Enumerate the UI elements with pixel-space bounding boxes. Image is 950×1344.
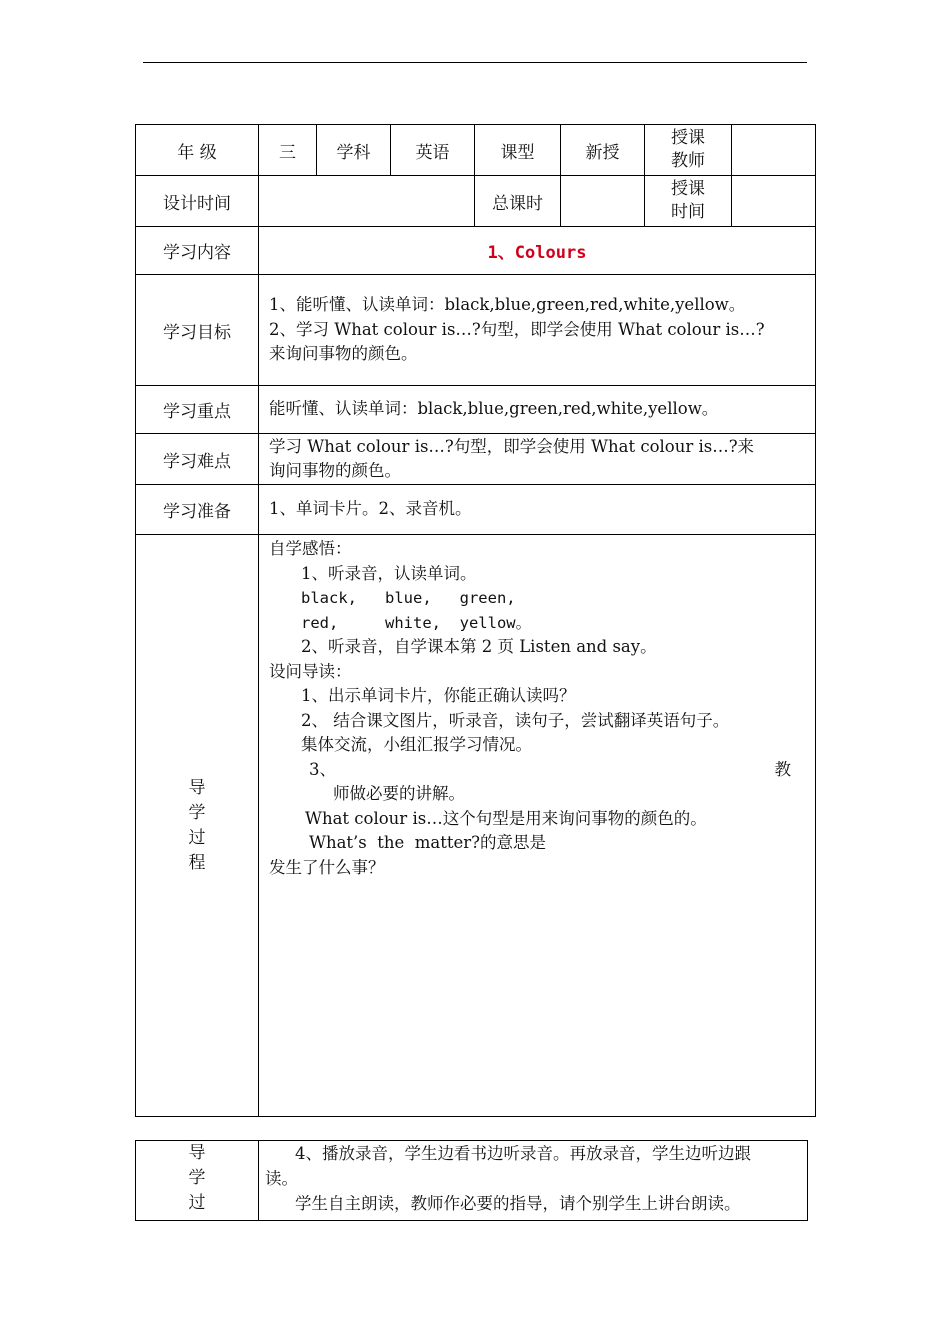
design-time-value <box>259 176 475 227</box>
self-study-words: red, white, yellow。 <box>301 613 532 632</box>
process-row <box>136 535 816 1117</box>
teacher-explain-word: 教 <box>774 759 791 779</box>
teacher-value <box>732 125 816 176</box>
header-row-2 <box>136 176 816 227</box>
preparation-label: 学习准备 <box>136 485 259 535</box>
class-time-label-line-1: 授课 <box>671 179 705 199</box>
process-label-char: 过 <box>188 827 206 848</box>
subject-label: 学科 <box>317 125 391 176</box>
lesson-title: 1、Colours <box>259 227 816 275</box>
process-label <box>136 535 259 1117</box>
teacher-explain-line <box>269 758 809 783</box>
key-points-label: 学习重点 <box>136 386 259 434</box>
process-label-char: 学 <box>188 802 206 823</box>
self-study-words: black, blue, green, <box>301 589 516 607</box>
class-time-value <box>732 176 816 227</box>
explain-end: 发生了什么事？ <box>269 857 385 877</box>
grade-label: 年 级 <box>136 125 259 176</box>
guided-line: 1、出示单词卡片，你能正确认读吗？ <box>301 686 576 705</box>
lesson-plan-table <box>135 124 816 1117</box>
goals-text <box>259 275 816 386</box>
continuation-label-char: 导 <box>188 1143 206 1163</box>
goal-line: 来询问事物的颜色。 <box>269 344 418 364</box>
guided-line: 集体交流，小组汇报学习情况。 <box>301 735 532 754</box>
self-study-line: 2、听录音，自学课本第 2 页 Listen and say。 <box>301 637 657 656</box>
header-row-1 <box>136 125 816 176</box>
goal-line: 2、学习 What colour is…?句型，即学会使用 What colour is…? <box>269 319 765 339</box>
teacher-explain-number: 3、 <box>309 759 336 779</box>
content-label: 学习内容 <box>136 227 259 275</box>
continuation-line: 4、播放录音，学生边看书边听录音。再放录音，学生边听边跟 <box>295 1144 751 1163</box>
class-time-label <box>645 176 732 227</box>
lesson-type-value: 新授 <box>561 125 645 176</box>
process-label-char: 程 <box>188 852 206 873</box>
continuation-label <box>136 1141 259 1221</box>
continuation-line: 学生自主朗读，教师作必要的指导，请个别学生上讲台朗读。 <box>295 1194 741 1213</box>
difficulties-label: 学习难点 <box>136 434 259 485</box>
process-content <box>259 535 816 1117</box>
goal-line: 1、能听懂、认读单词：black,blue,green,red,white,yellow。 <box>269 295 746 315</box>
continuation-row <box>136 1141 808 1221</box>
difficulties-row <box>136 434 816 485</box>
teacher-label-line-2: 教师 <box>671 151 705 171</box>
total-hours-label: 总课时 <box>475 176 561 227</box>
key-points-row <box>136 386 816 434</box>
guided-heading: 设问导读： <box>269 661 352 681</box>
explain-line: What colour is…这个句型是用来询问事物的颜色的。 <box>305 808 707 828</box>
self-study-line: 1、听录音，认读单词。 <box>301 563 477 583</box>
preparation-text: 1、单词卡片。2、录音机。 <box>259 485 816 535</box>
key-points-text: 能听懂、认读单词：black,blue,green,red,white,yellow。 <box>259 386 816 434</box>
header-rule <box>143 62 807 63</box>
class-time-label-line-2: 时间 <box>671 202 705 222</box>
preparation-row <box>136 485 816 535</box>
teacher-explain-rest: 师做必要的讲解。 <box>333 784 465 803</box>
continuation-label-char: 学 <box>188 1168 206 1188</box>
design-time-label: 设计时间 <box>136 176 259 227</box>
grade-value: 三 <box>259 125 317 176</box>
total-hours-value <box>561 176 645 227</box>
process-label-char: 导 <box>188 777 206 798</box>
continuation-label-char: 过 <box>188 1193 206 1213</box>
teacher-label-line-1: 授课 <box>671 128 705 148</box>
teacher-label <box>645 125 732 176</box>
continuation-content <box>259 1141 808 1221</box>
difficulties-text <box>259 434 816 485</box>
self-study-heading: 自学感悟： <box>269 539 352 558</box>
lesson-type-label: 课型 <box>475 125 561 176</box>
difficulty-line: 学习 What colour is…?句型，即学会使用 What colour is…?来 <box>269 436 755 456</box>
continuation-table <box>135 1140 808 1221</box>
continuation-line: 读。 <box>265 1169 298 1188</box>
explain-line: What’s the matter?的意思是 <box>309 833 547 852</box>
goals-row <box>136 275 816 386</box>
goals-label: 学习目标 <box>136 275 259 386</box>
subject-value: 英语 <box>391 125 475 176</box>
difficulty-line: 询问事物的颜色。 <box>269 461 401 480</box>
content-row <box>136 227 816 275</box>
guided-line: 2、 结合课文图片，听录音，读句子，尝试翻译英语句子。 <box>301 710 730 730</box>
